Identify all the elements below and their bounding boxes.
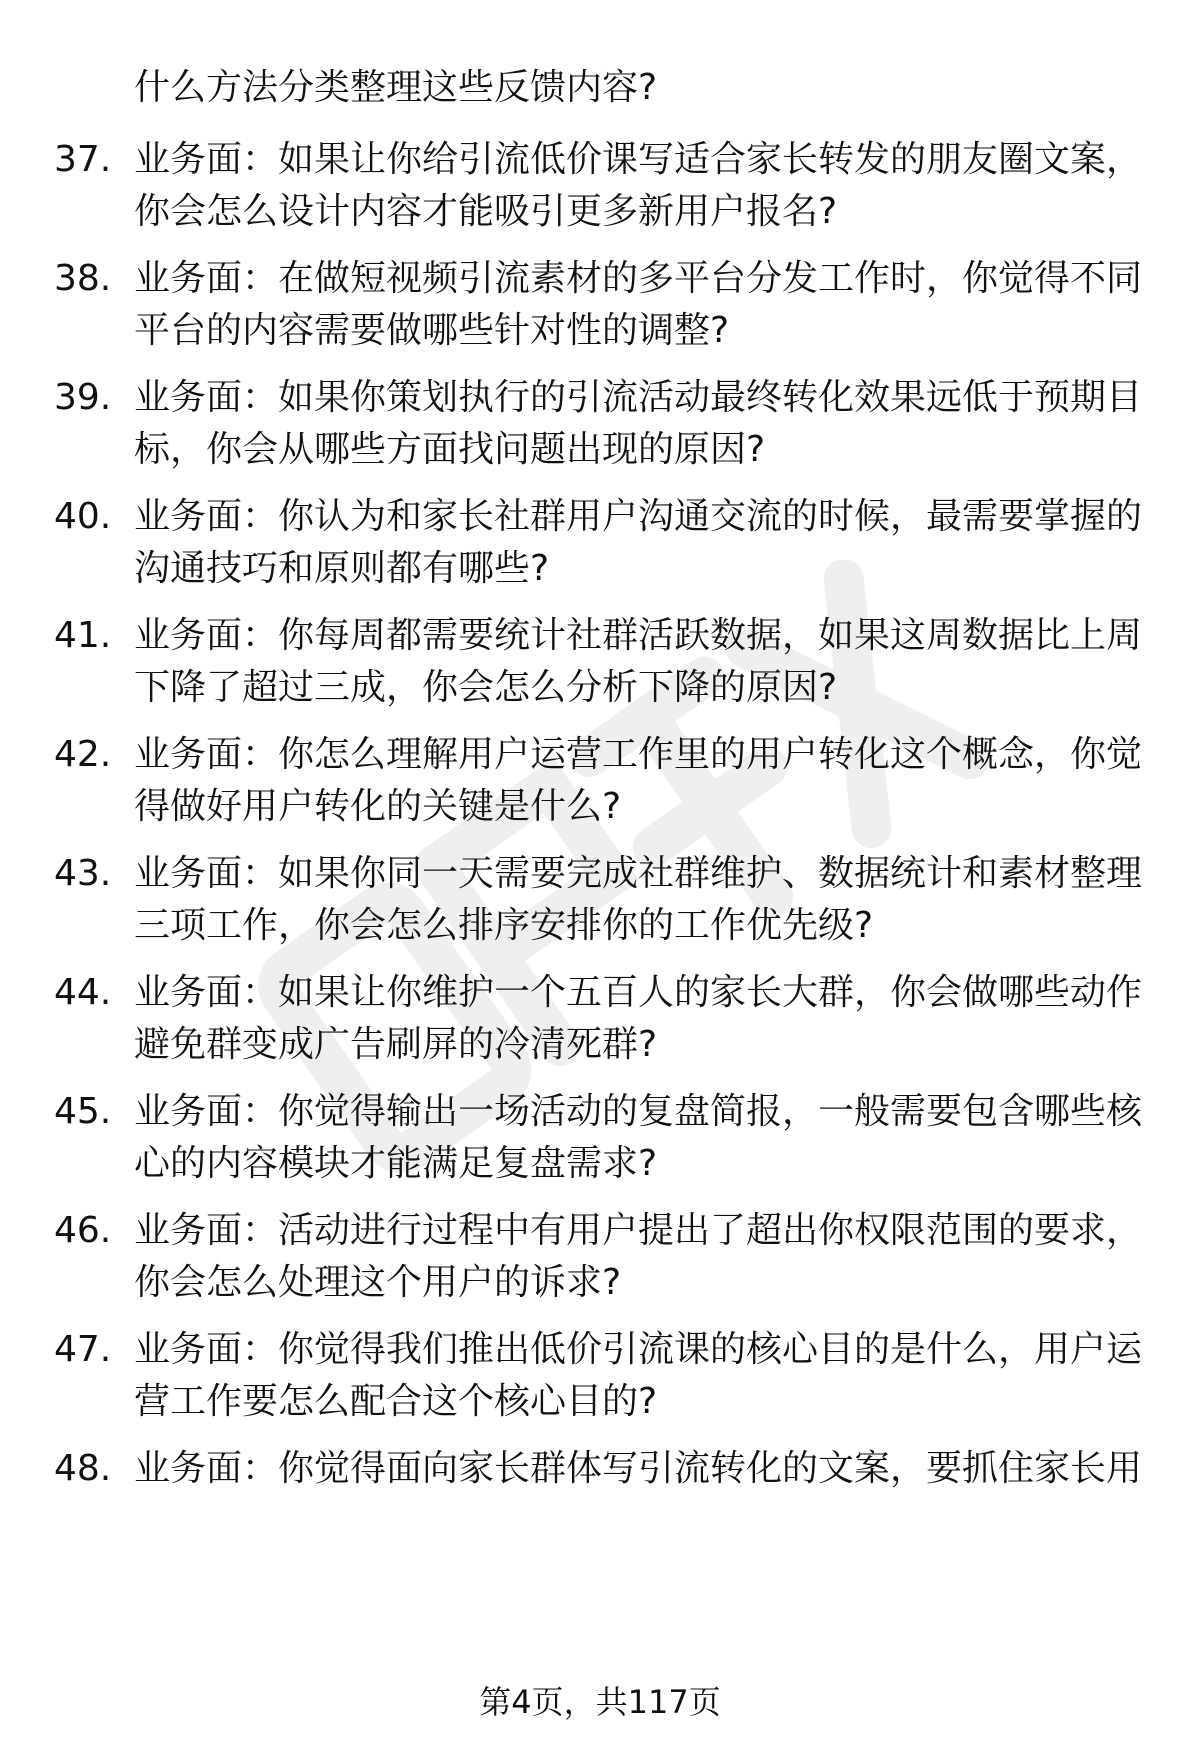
question-item <box>0 134 1200 238</box>
page-footer: 第4页，共117页 <box>479 1683 721 1721</box>
question-number: 48. <box>54 1448 112 1489</box>
question-text-line: 下降了超过三成，你会怎么分析下降的原因? <box>134 667 838 708</box>
question-number: 44. <box>54 972 112 1013</box>
question-text-line: 避免群变成广告刷屏的冷清死群? <box>134 1024 658 1065</box>
question-text-line: 业务面：你怎么理解用户运营工作里的用户转化这个概念，你觉 <box>134 734 1143 775</box>
question-text-line: 业务面：活动进行过程中有用户提出了超出你权限范围的要求， <box>134 1210 1143 1251</box>
question-text-line: 你会怎么处理这个用户的诉求? <box>134 1262 622 1303</box>
question-text-line: 营工作要怎么配合这个核心目的? <box>134 1381 658 1422</box>
question-item <box>0 610 1200 714</box>
question-text-line: 业务面：如果你策划执行的引流活动最终转化效果远低于预期目 <box>134 377 1143 418</box>
question-item <box>0 491 1200 595</box>
question-number: 42. <box>54 734 112 775</box>
question-text-line: 平台的内容需要做哪些针对性的调整? <box>134 310 730 351</box>
question-item <box>0 729 1200 833</box>
question-text-line: 标，你会从哪些方面找问题出现的原因? <box>134 429 766 470</box>
continuation-text: 什么方法分类整理这些反馈内容? <box>134 67 658 108</box>
question-number: 38. <box>54 258 112 299</box>
question-item <box>0 372 1200 476</box>
question-item <box>0 253 1200 357</box>
question-number: 45. <box>54 1091 112 1132</box>
question-text-line: 沟通技巧和原则都有哪些? <box>134 548 550 589</box>
question-text-line: 得做好用户转化的关键是什么? <box>134 786 622 827</box>
question-text-line: 业务面：在做短视频引流素材的多平台分发工作时，你觉得不同 <box>134 258 1143 299</box>
question-text-line: 业务面：你每周都需要统计社群活跃数据，如果这周数据比上周 <box>134 615 1143 656</box>
question-text-line: 你会怎么设计内容才能吸引更多新用户报名? <box>134 191 838 232</box>
question-text-line: 业务面：你觉得我们推出低价引流课的核心目的是什么，用户运 <box>134 1329 1143 1370</box>
question-number: 39. <box>54 377 112 418</box>
question-number: 41. <box>54 615 112 656</box>
question-text-line: 业务面：你觉得输出一场活动的复盘简报，一般需要包含哪些核 <box>134 1091 1143 1132</box>
question-number: 37. <box>54 139 112 180</box>
question-number: 46. <box>54 1210 112 1251</box>
question-item <box>0 1205 1200 1309</box>
question-item <box>0 1086 1200 1190</box>
question-text-line: 业务面：你觉得面向家长群体写引流转化的文案，要抓住家长用 <box>134 1448 1143 1489</box>
question-text-line: 心的内容模块才能满足复盘需求? <box>134 1143 658 1184</box>
question-item <box>0 1443 1200 1547</box>
question-text-line: 业务面：你认为和家长社群用户沟通交流的时候，最需要掌握的 <box>134 496 1143 537</box>
question-number: 47. <box>54 1329 112 1370</box>
question-number: 40. <box>54 496 112 537</box>
question-text-line: 业务面：如果你同一天需要完成社群维护、数据统计和素材整理 <box>134 853 1143 894</box>
question-item <box>0 1324 1200 1428</box>
question-text-line: 业务面：如果让你维护一个五百人的家长大群，你会做哪些动作 <box>134 972 1143 1013</box>
question-number: 43. <box>54 853 112 894</box>
question-item <box>0 967 1200 1071</box>
question-text-line: 业务面：如果让你给引流低价课写适合家长转发的朋友圈文案， <box>134 139 1143 180</box>
question-item <box>0 848 1200 952</box>
question-text-line: 三项工作，你会怎么排序安排你的工作优先级? <box>134 905 874 946</box>
